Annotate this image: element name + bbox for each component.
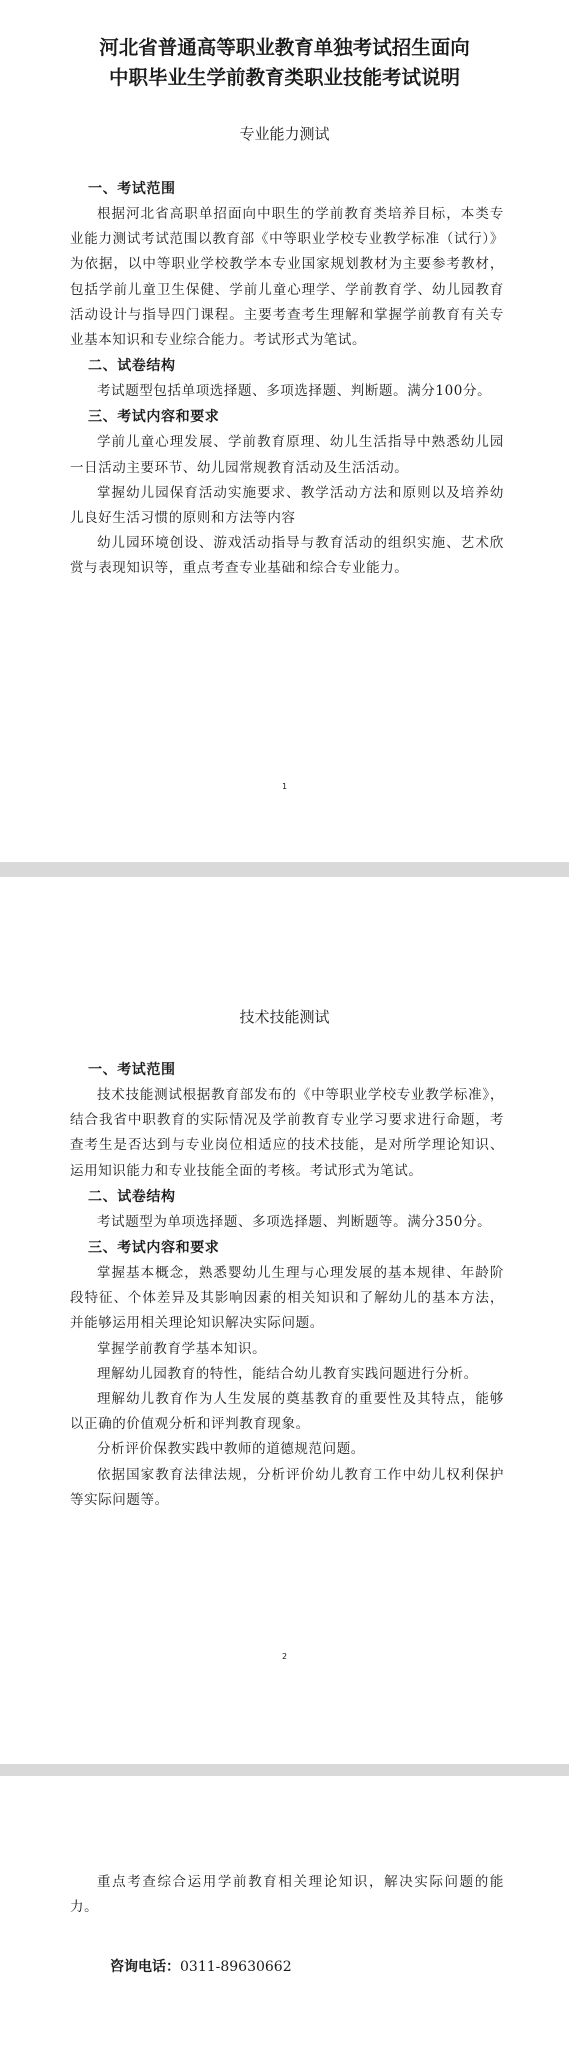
- paragraph-summary: 重点考查综合运用学前教育相关理论知识，解决实际问题的能力。: [70, 1874, 504, 1916]
- paragraph-paper-structure: 考试题型为单项选择题、多项选择题、判断题等。满分350分。: [97, 1213, 492, 1230]
- document-page-3: [0, 1776, 569, 2065]
- contact-label: 咨询电话：: [110, 1959, 180, 1975]
- paragraph-content-1: 学前儿童心理发展、学前教育原理、幼儿生活指导中熟悉幼儿园一日活动主要环节、幼儿园常规教育活动及生活活动。: [70, 434, 504, 476]
- page-1-body: [70, 176, 504, 582]
- page-separator: [0, 1764, 569, 1776]
- document-title: [40, 33, 529, 93]
- page-3-body: [70, 1870, 504, 1920]
- document-page-1: [0, 0, 569, 862]
- page-number-2: 2: [281, 1652, 288, 1661]
- paragraph-content-2: 掌握学前教育学基本知识。: [97, 1340, 267, 1357]
- section-title-professional-ability: 专业能力测试: [239, 125, 330, 143]
- paragraph-content-3: 理解幼儿园教育的特性，能结合幼儿教育实践问题进行分析。: [97, 1365, 478, 1382]
- heading-paper-structure: 二、试卷结构: [88, 358, 176, 375]
- paragraph-exam-scope: 技术技能测试根据教育部发布的《中等职业学校专业教学标准》，结合我省中职教育的实际情况及学前教育专业学习要求进行命题，考查考生是否达到与专业岗位相适应的技术技能，是对所学理论知识、运用知识能力和专业技能全面的考核。考试形式为笔试。: [70, 1087, 504, 1179]
- document-title-line-2: 中职毕业生学前教育类职业技能考试说明: [108, 66, 460, 89]
- document-title-line-1: 河北省普通高等职业教育单独考试招生面向: [99, 36, 470, 59]
- heading-content-requirements: 三、考试内容和要求: [88, 1240, 220, 1257]
- page-separator: [0, 862, 569, 877]
- paragraph-content-2: 掌握幼儿园保育活动实施要求、教学活动方法和原则以及培养幼儿良好生活习惯的原则和方法等内容: [70, 484, 504, 527]
- page-number-1: 1: [281, 782, 288, 791]
- heading-content-requirements: 三、考试内容和要求: [88, 409, 220, 426]
- page-2-body: [70, 1057, 504, 1513]
- paragraph-content-5: 分析评价保教实践中教师的道德规范问题。: [97, 1441, 365, 1458]
- paragraph-content-6: 依据国家教育法律法规，分析评价幼儿教育工作中幼儿权利保护等实际问题等。: [70, 1466, 504, 1508]
- section-title-technical-skills: 技术技能测试: [239, 1008, 330, 1026]
- paragraph-content-4: 理解幼儿教育作为人生发展的奠基教育的重要性及其特点，能够以正确的价值观分析和评判教育现象。: [70, 1391, 504, 1433]
- paragraph-content-1: 掌握基本概念，熟悉婴幼儿生理与心理发展的基本规律、年龄阶段特征、个体差异及其影响因素的相关知识和了解幼儿的基本方法，并能够运用相关理论知识解决实际问题。: [70, 1265, 504, 1332]
- paragraph-content-3: 幼儿园环境创设、游戏活动指导与教育活动的组织实施、艺术欣赏与表现知识等，重点考查专业基础和综合专业能力。: [70, 535, 504, 577]
- heading-exam-scope: 一、考试范围: [88, 1062, 176, 1078]
- paragraph-paper-structure: 考试题型包括单项选择题、多项选择题、判断题。满分100分。: [97, 383, 492, 400]
- contact-line: [110, 1957, 292, 1977]
- document-page-2: [0, 877, 569, 1764]
- paragraph-exam-scope: 根据河北省高职单招面向中职生的学前教育类培养目标，本类专业能力测试考试范围以教育部《中等职业学校专业教学标准（试行）》为依据，以中等职业学校教学本专业国家规划教材为主要参考教材，包括学前儿童卫生保健、学前儿童心理学、学前教育学、幼儿园教育活动设计与指导四门课程。主要考查考生理解和掌握学前教育有关专业基本知识和专业综合能力。考试形式为笔试。: [70, 206, 504, 349]
- contact-phone: 0311-89630662: [180, 1959, 292, 1975]
- heading-paper-structure: 二、试卷结构: [88, 1188, 176, 1205]
- heading-exam-scope: 一、考试范围: [88, 181, 176, 197]
